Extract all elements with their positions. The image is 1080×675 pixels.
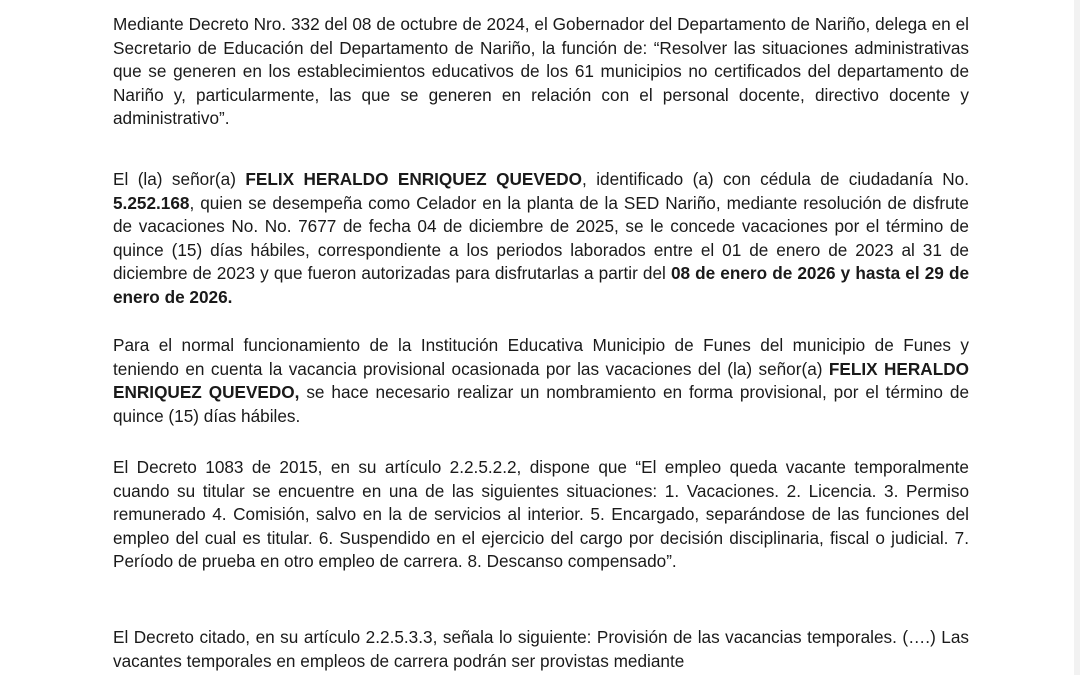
- paragraph-decreto-1083: [113, 456, 969, 574]
- paragraph-text: El Decreto 1083 de 2015, en su artículo 2.2.5.2.2, dispone que “El empleo queda vacante temporalmente cuando su titular se encuentre en una de las siguientes situaciones: 1. Vacaciones. 2. Licencia. 3. Permiso remunerado 4. Comisión, salvo en la de servicios al interior. 5. Encargado, separándose de las funciones del empleo del cual es titular. 6. Suspendido en el ejercicio del cargo por decisión disciplinaria, fiscal o judicial. 7. Período de prueba en otro empleo de carrera. 8. Descanso compensado”.: [113, 457, 969, 572]
- employee-name: FELIX HERALDO ENRIQUEZ QUEVEDO: [245, 169, 583, 189]
- paragraph-vacaciones: [113, 168, 969, 310]
- paragraph-decreto-332: [113, 13, 969, 131]
- paragraph-text: El Decreto citado, en su artículo 2.2.5.3.3, señala lo siguiente: Provisión de las vacancias temporales. (….) Las vacantes temporales en empleos de carrera podrán ser provistas mediante: [113, 627, 969, 671]
- page-edge-shadow: [1074, 0, 1080, 675]
- paragraph-text: Para el normal funcionamiento de la Institución Educativa Municipio de Funes del municipio de Funes y teniendo en cuenta la vacancia provisional ocasionada por las vacaciones del (la) señor(a): [113, 335, 969, 379]
- paragraph-text: , quien se desempeña como Celador en la planta de la SED Nariño, mediante resolución de disfrute de vacaciones No. No. 7677 de fecha 04 de diciembre de 2025, se le concede vacaciones por el término de quince (15) días hábiles, correspondiente a los periodos laborados entre el 01 de enero de 2023 al 31 de diciembre de 2023 y que fueron autorizadas para disfrutarlas a partir del: [113, 192, 969, 284]
- paragraph-decreto-citado: [113, 626, 969, 673]
- paragraph-text: se hace necesario realizar un nombramiento en forma provisional, por el término de quince (15) días hábiles.: [113, 382, 970, 426]
- paragraph-text: El (la) señor(a): [113, 169, 246, 189]
- paragraph-funcionamiento: [113, 334, 969, 428]
- id-number: 5.252.168: [113, 192, 190, 213]
- employee-name: FELIX HERALDO ENRIQUEZ QUEVEDO,: [113, 358, 969, 403]
- paragraph-text: , identificado (a) con cédula de ciudadanía No.: [582, 169, 969, 189]
- vacation-dates: 08 de enero de 2026 y hasta el 29 de enero de 2026.: [113, 263, 970, 307]
- paragraph-text: Mediante Decreto Nro. 332 del 08 de octubre de 2024, el Gobernador del Departamento de Nariño, delega en el Secretario de Educación del Departamento de Nariño, la función de: “Resolver las situaciones administrativas que se generen en los establecimientos educativos de los 61 municipios no certificados del departamento de Nariño y, particularmente, las que se generen en relación con el personal docente, directivo docente y administrativo”.: [113, 14, 969, 129]
